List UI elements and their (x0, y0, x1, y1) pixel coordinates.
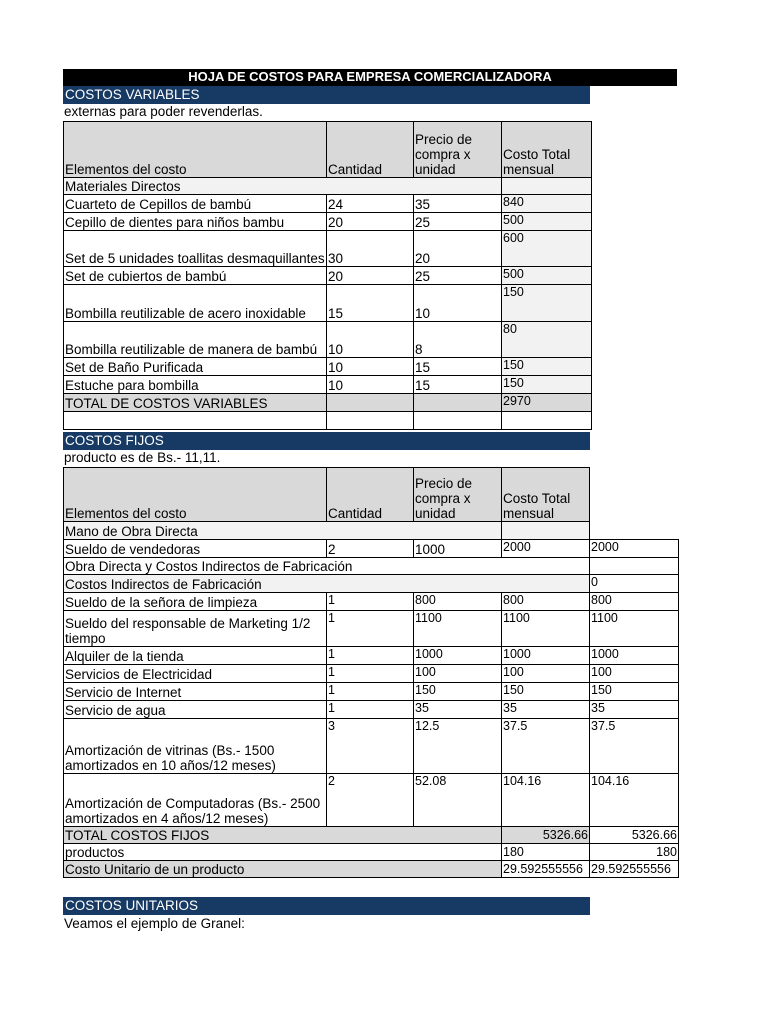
table-row: Set de Baño Purificada 10 15 150 (64, 358, 592, 376)
header-elementos: Elementos del costo (64, 468, 327, 522)
table-row: Amortización de Computadoras (Bs.- 2500 amortizados en 4 años/12 meses) 2 52.08 104.16 104.16 (64, 774, 679, 827)
costo-unitario-row: Costo Unitario de un producto 29.592555556 29.592555556 (64, 861, 679, 878)
table-row: Servicio de agua 1 35 35 35 (64, 701, 679, 719)
table-row: Set de cubiertos de bambú 20 25 500 (64, 267, 592, 285)
productos-row: productos 180 180 (65, 845, 677, 860)
unitarios-intro: Veamos el ejemplo de Granel: (64, 916, 245, 931)
table-row: Set de 5 unidades toallitas desmaquillantes 30 20 600 (64, 231, 592, 267)
table-row: Bombilla reutilizable de acero inoxidable 15 10 150 (64, 285, 592, 322)
costo-unitario-value: 29.592555556 (502, 861, 590, 878)
header-elementos: Elementos del costo (64, 122, 327, 178)
header-precio: Precio de compra x unidad (414, 468, 502, 522)
fijos-header-row (64, 468, 679, 522)
variables-header-row (64, 122, 592, 178)
header-cantidad: Cantidad (327, 122, 414, 178)
total-fijos-row: TOTAL COSTOS FIJOS 5326.66 5326.66 (65, 828, 677, 843)
section-costos-fijos: COSTOS FIJOS (63, 432, 590, 450)
table-row: Servicios de Electricidad 1 100 100 100 (64, 665, 679, 683)
header-costo-total: Costo Total mensual (502, 468, 590, 522)
table-row: Bombilla reutilizable de manera de bambú 10 8 80 (64, 322, 592, 358)
section-costos-unitarios: COSTOS UNITARIOS (63, 897, 590, 915)
mod-cif-label: Obra Directa y Costos Indirectos de Fabricación (64, 558, 590, 575)
table-row: Amortización de vitrinas (Bs.- 1500 amortizados en 10 años/12 meses) 3 12.5 37.5 37.5 (64, 719, 679, 774)
header-cantidad: Cantidad (327, 468, 414, 522)
table-row: Servicio de Internet 1 150 150 150 (64, 683, 679, 701)
variables-table (63, 121, 592, 430)
section-costos-variables: COSTOS VARIABLES (63, 86, 590, 104)
table-row: Alquiler de la tienda 1 1000 1000 1000 (64, 647, 679, 665)
total-variables-row (64, 394, 592, 412)
table-row: Sueldo del responsable de Marketing 1/2 tiempo 1 1100 1100 1100 (64, 611, 679, 647)
table-row: Cepillo de dientes para niños bambu 20 25 500 (64, 213, 592, 231)
header-costo-total: Costo Total mensual (502, 122, 592, 178)
table-row: Cuarteto de Cepillos de bambú 24 35 840 (64, 195, 592, 213)
header-precio: Precio de compra x unidad (414, 122, 502, 178)
total-variables-value: 2970 (502, 394, 592, 412)
total-variables-label: TOTAL DE COSTOS VARIABLES (64, 394, 327, 412)
group-materiales-directos: Materiales Directos (64, 178, 502, 195)
total-fijos-value: 5326.66 (502, 827, 590, 844)
fijos-intro: producto es de Bs.- 11,11. (64, 450, 221, 465)
group-mano-de-obra: Mano de Obra Directa (64, 522, 502, 540)
costo-unitario-label: Costo Unitario de un producto (64, 861, 502, 878)
sheet-title: HOJA DE COSTOS PARA EMPRESA COMERCIALIZADORA (63, 69, 677, 86)
table-row: Sueldo de vendedoras 2 1000 2000 2000 (64, 540, 679, 558)
productos-value: 180 (502, 844, 590, 861)
group-cif: Costos Indirectos de Fabricación (64, 575, 590, 593)
variables-intro: externas para poder revenderlas. (64, 104, 263, 119)
total-fijos-label: TOTAL COSTOS FIJOS (64, 827, 502, 844)
table-row: Sueldo de la señora de limpieza 1 800 800 800 (64, 593, 679, 611)
productos-label: productos (64, 844, 502, 861)
fijos-table: Elementos del costo Cantidad Precio de compra x unidad Costo Total mensual Mano de Obra Directa Sueldo de vendedoras 2 1000 2000 2000 Obra Directa y Costos Indirectos de Fabricación Costos Indirectos de Fabricación 0 Sueldo de la señora de limpieza 1 800 800 800 Sueldo del responsable de Marketing 1/2 tiempo 1 1100 1100 1100 Alquiler de la tienda 1 1000 1000 1000 Servicios de Electricidad 1 100 100 100 Servicio de Internet 1 150 150 150 Servicio de agua 1 35 35 35 Amortización de vitrinas (Bs.- 1500 amortizados en 10 años/12 meses) 3 12.5 37.5 37.5 Amortización de Computadoras (Bs.- 2500 amortizados en 4 años/12 meses) 2 52.08 104.16 104.16 TOTAL COSTOS FIJOS 5326.66 5326.66 productos 180 180 Costo Unitario de un producto 29.592555556 29.592555556 (63, 467, 679, 878)
table-row: Estuche para bombilla 10 15 150 (64, 376, 592, 394)
